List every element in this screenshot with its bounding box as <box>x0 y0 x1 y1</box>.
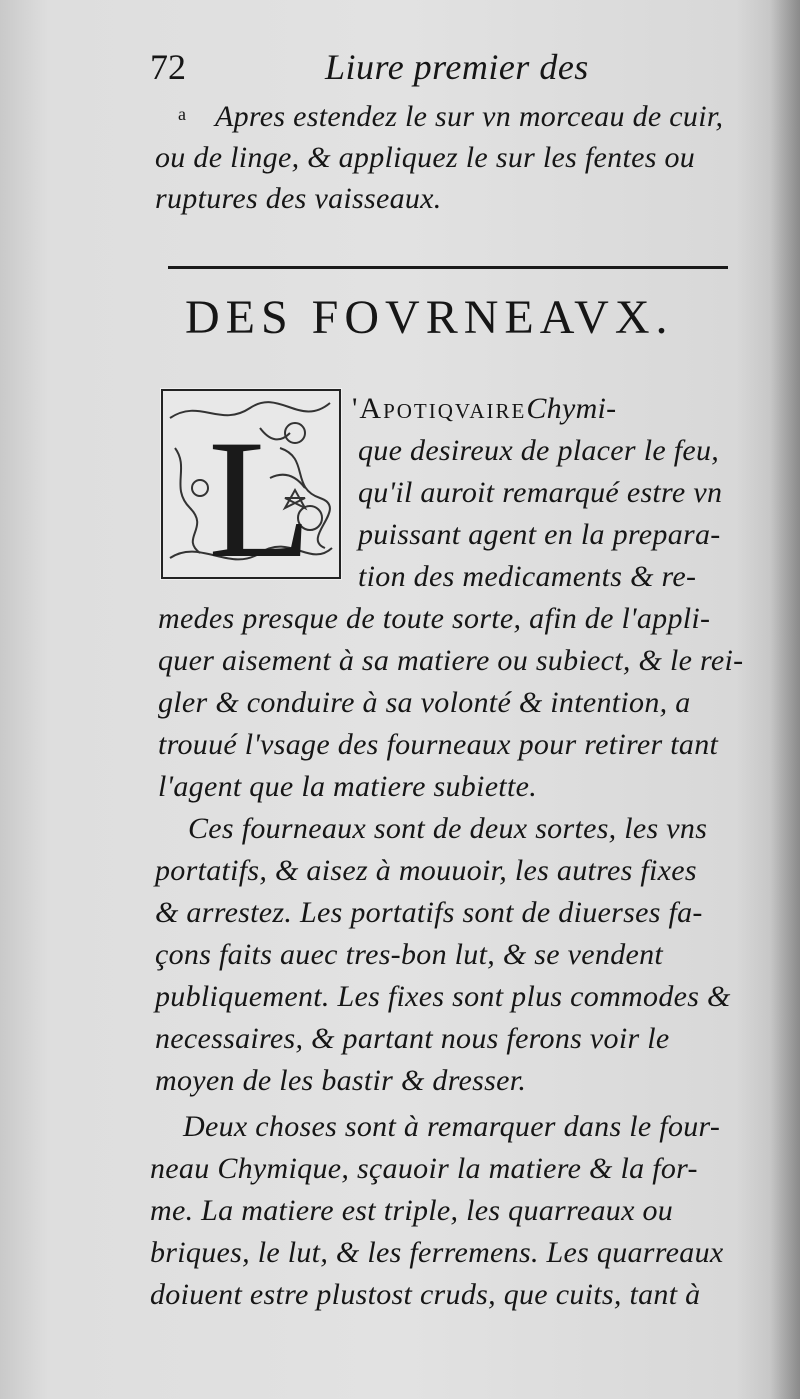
text-line: ruptures des vaisseaux. <box>155 182 442 215</box>
text-line: que desireux de placer le feu, <box>358 434 720 467</box>
text-line: medes presque de toute sorte, afin de l'appli- <box>158 602 711 635</box>
text-line: briques, le lut, & les ferremens. Les quarreaux <box>150 1236 724 1269</box>
text-line: doiuent estre plustost cruds, que cuits, tant à <box>150 1278 701 1311</box>
text-line: ou de linge, & appliquez le sur les fentes ou <box>155 141 696 174</box>
text-line: Ces fourneaux sont de deux sortes, les vns <box>188 812 708 845</box>
text-fragment: Chymi- <box>526 392 617 425</box>
text-line: neau Chymique, sçauoir la matiere & la for- <box>150 1152 698 1185</box>
text-line: l'agent que la matiere subiette. <box>158 770 537 803</box>
margin-marker: a <box>178 104 186 124</box>
text-line: quer aisement à sa matiere ou subiect, & le rei- <box>158 644 744 677</box>
text-line: puissant agent en la prepara- <box>358 518 721 551</box>
running-head: Liure premier des <box>325 47 589 87</box>
page-header <box>150 46 770 94</box>
text-line: moyen de les bastir & dresser. <box>155 1064 527 1097</box>
section-title: DES FOVRNEAVX. <box>185 291 674 344</box>
text-line: çons faits auec tres-bon lut, & se vendent <box>155 938 664 971</box>
text-line: Apres estendez le sur vn morceau de cuir, <box>215 100 724 133</box>
text-line: portatifs, & aisez à mouuoir, les autres fixes <box>155 854 697 887</box>
floral-initial-icon <box>160 388 342 580</box>
text-line: publiquement. Les fixes sont plus commodes & <box>155 980 731 1013</box>
decorated-initial <box>160 388 342 580</box>
page-number: 72 <box>150 47 186 87</box>
text-line: qu'il auroit remarqué estre vn <box>358 476 723 509</box>
page-edge-shadow <box>770 0 800 1399</box>
drop-cap-letter: L <box>208 405 312 580</box>
section-rule <box>168 266 728 269</box>
text-line <box>352 392 616 426</box>
text-line: gler & conduire à sa volonté & intention, a <box>158 686 691 719</box>
text-line: tion des medicaments & re- <box>358 560 697 593</box>
first-word: 'Apotiqvaire <box>352 392 527 425</box>
text-line: me. La matiere est triple, les quarreaux ou <box>150 1194 674 1227</box>
text-line: & arrestez. Les portatifs sont de diuerses fa- <box>155 896 703 929</box>
text-line: trouué l'vsage des fourneaux pour retirer tant <box>158 728 719 761</box>
text-line: Deux choses sont à remarquer dans le four- <box>183 1110 721 1143</box>
text-line: necessaires, & partant nous ferons voir le <box>155 1022 670 1055</box>
